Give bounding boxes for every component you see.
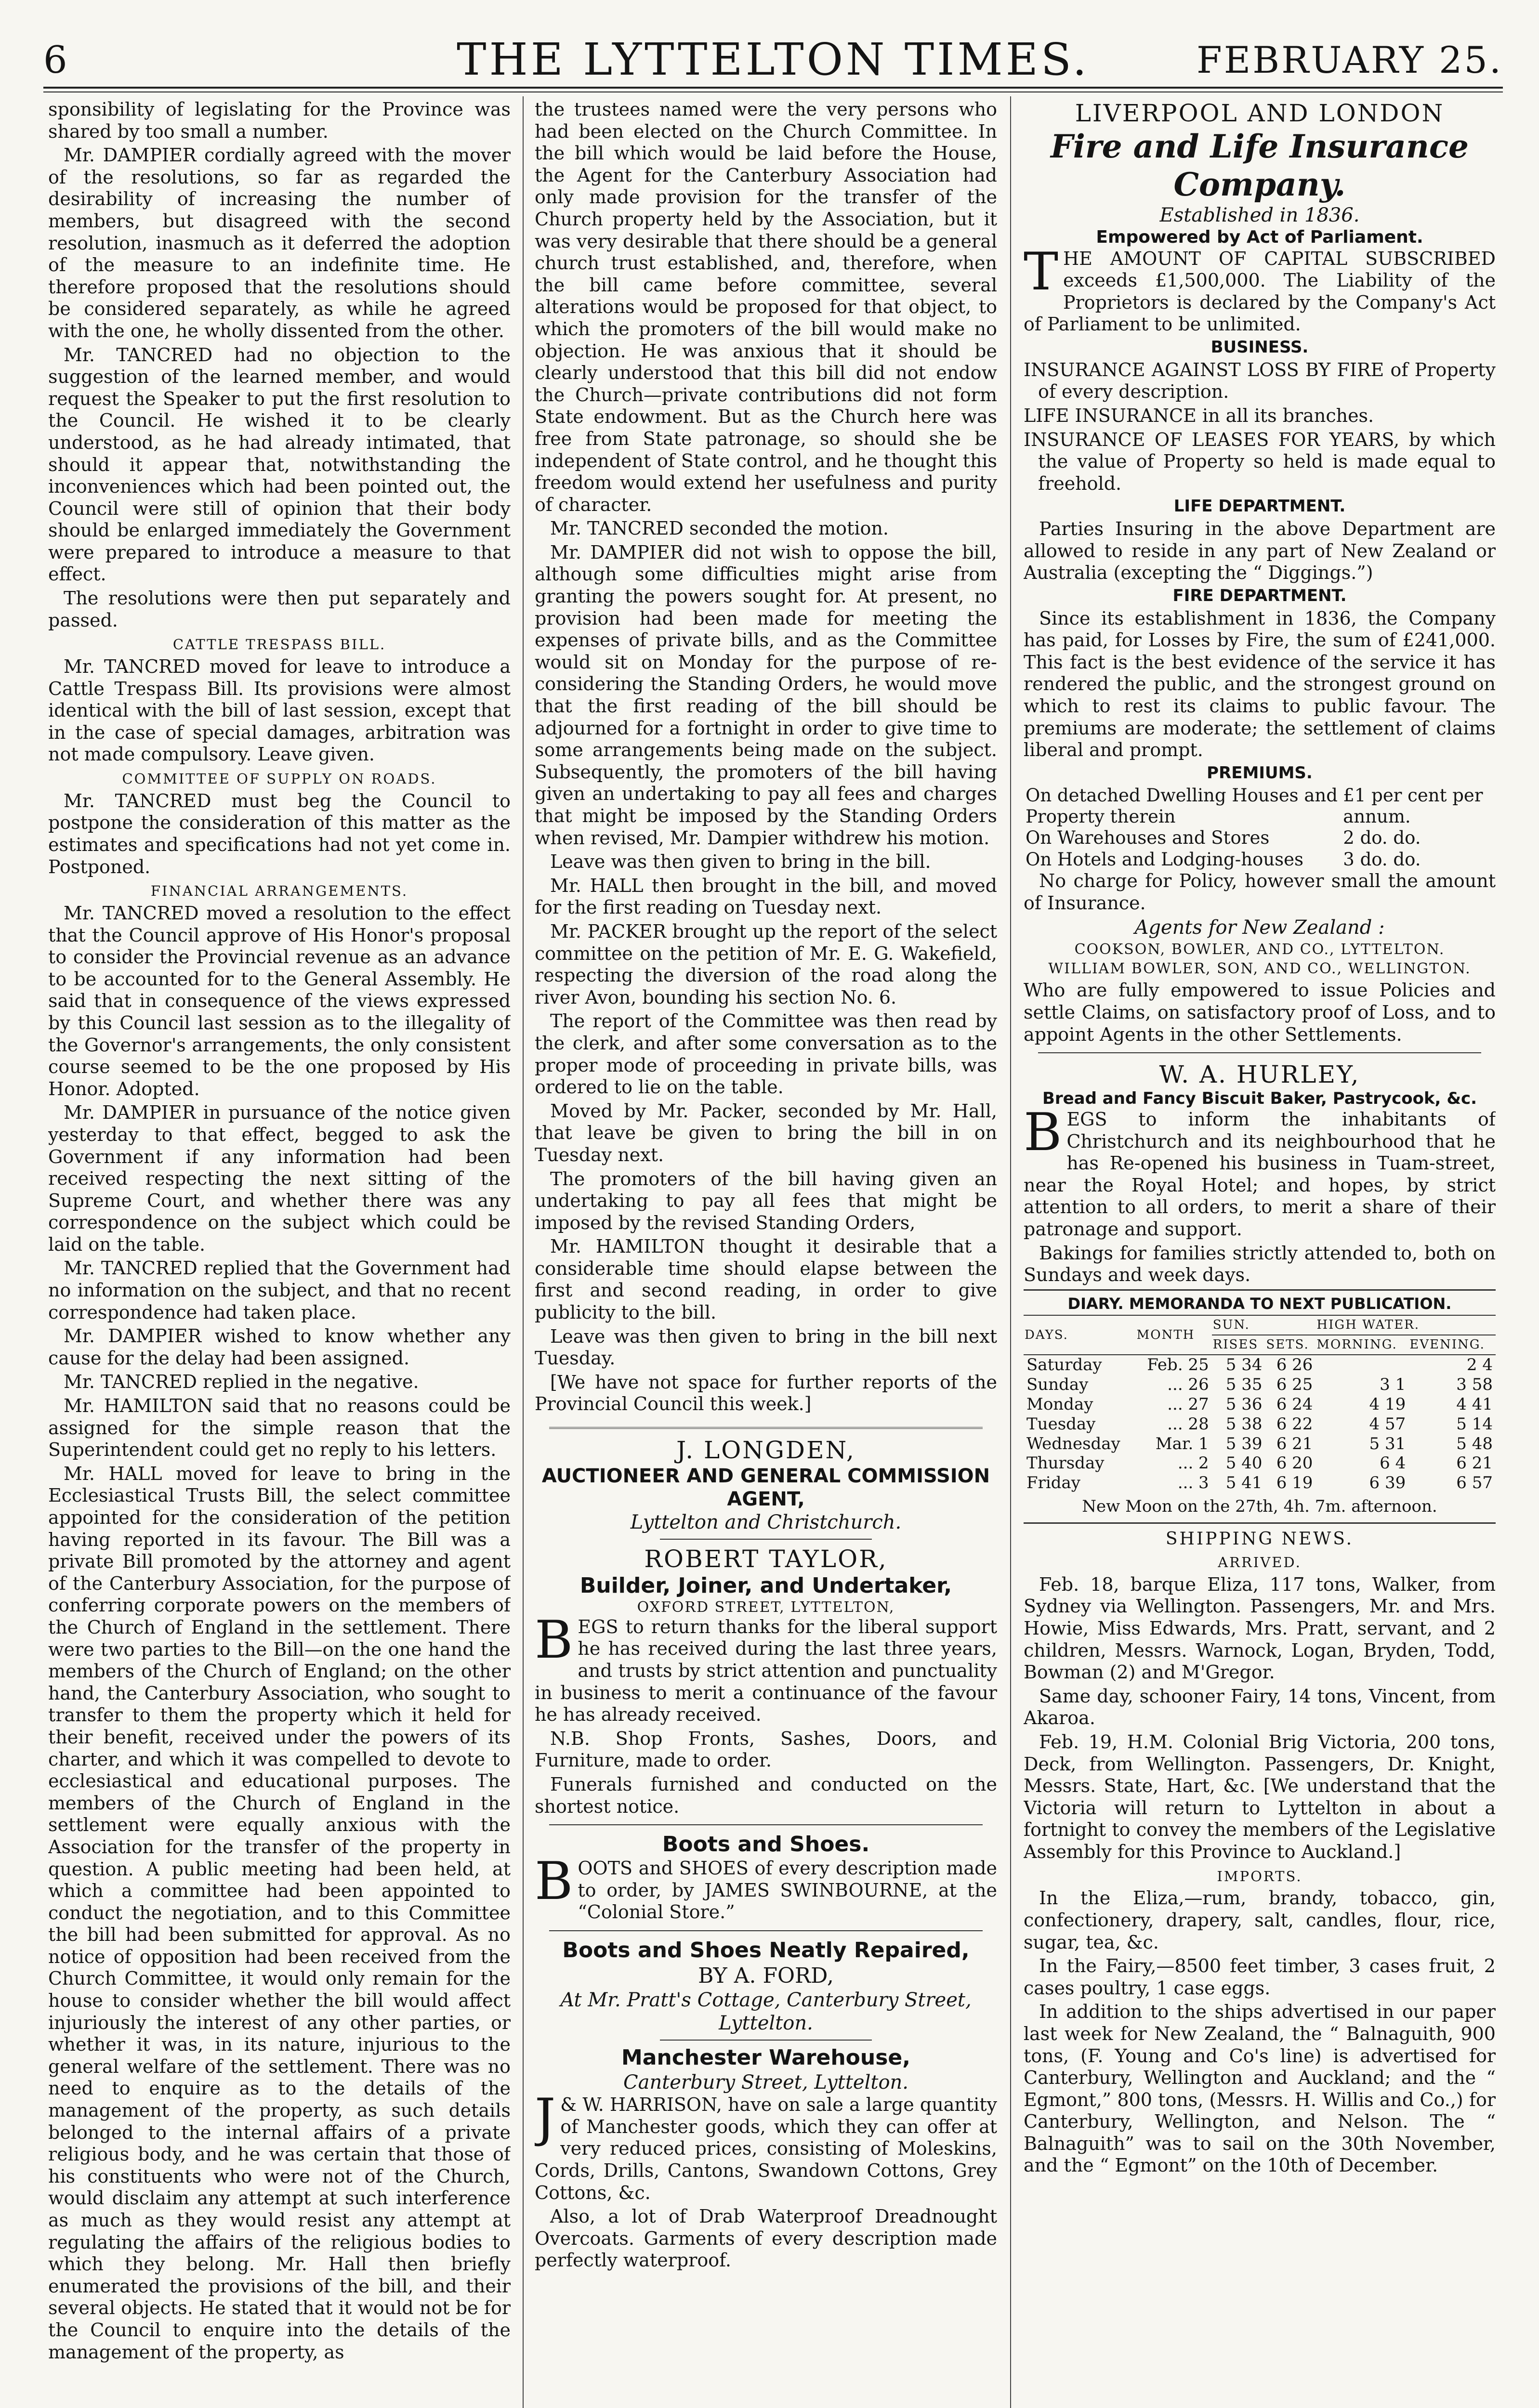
- advert-place: Lyttelton and Christchurch.: [630, 1511, 902, 1534]
- cell: ... 3: [1177, 1473, 1209, 1493]
- cell: Feb. 25: [1147, 1355, 1209, 1375]
- advert-manchester: [535, 2045, 997, 2272]
- table-row: [1024, 849, 1496, 870]
- article-paragraph: Mr. DAMPIER in pursuance of the notice given yesterday to that effect, begged to ask the Government if any information had been received respecting the next sitting of the Supreme Court, and whether there was any correspondence on the subject which could be laid on the table.: [48, 1102, 511, 1255]
- table-row: [1024, 1375, 1496, 1395]
- advert-trade: Builder, Joiner, and Undertaker,: [579, 1573, 952, 1598]
- table-row: [1024, 1414, 1496, 1434]
- advert-item: INSURANCE OF LEASES FOR YEARS, by which the value of Property so held is made equal to freehold.: [1024, 429, 1496, 494]
- advert-body: Funerals furnished and conducted on the shortest notice.: [535, 1773, 997, 1817]
- cell: Saturday: [1026, 1355, 1102, 1375]
- shipping-item: Feb. 18, barque Eliza, 117 tons, Walker, from Sydney via Wellington. Passengers, Mr. and Mrs. Howie, Miss Edwards, Mrs. Pratt, servant, and 2 children, Messrs. Warnock, Logan, Bryden, Todd, Bowman (2) and M'Gregor.: [1024, 1573, 1496, 1683]
- article-paragraph: Mr. TANCRED must beg the Council to postpone the consideration of this matter as the estimates and specifications had not yet come in. Postponed.: [48, 790, 511, 877]
- cell: 5 41: [1225, 1473, 1263, 1493]
- section-heading: ARRIVED.: [1218, 1554, 1302, 1571]
- advert-name: LIVERPOOL AND LONDON: [1075, 99, 1445, 127]
- col-rises: RISES: [1212, 1335, 1265, 1355]
- column-divider: [1010, 96, 1011, 2408]
- page-number: 6: [43, 39, 67, 82]
- advert-subhead: LIFE DEPARTMENT.: [1173, 497, 1346, 516]
- article-paragraph: Leave was then given to bring in the bill.: [550, 851, 931, 873]
- cell: 3 1: [1380, 1375, 1406, 1395]
- col-sets: SETS.: [1265, 1335, 1315, 1355]
- article-paragraph: Mr. TANCRED moved for leave to introduce a Cattle Trespass Bill. Its provisions were almost identical with the bill of last session, except that in the case of special damages, arbitration was not made compulsory. Leave given.: [48, 656, 511, 765]
- advert-item: INSURANCE AGAINST LOSS BY FIRE of Property of every description.: [1024, 359, 1496, 403]
- col-high-water: HIGH WATER.: [1315, 1315, 1496, 1335]
- article-paragraph: Mr. TANCRED seconded the motion.: [550, 518, 889, 539]
- cell: Friday: [1026, 1473, 1080, 1493]
- advert-body: EGS to inform the inhabitants of Christchurch and its neighbourhood that he has Re-opened his business in Tuam-street, near the Royal Hotel; and hopes, by strict attention to all orders, to merit a share of their patronage and support.: [1024, 1108, 1496, 1240]
- article-paragraph: Moved by Mr. Packer, seconded by Mr. Hall, that leave be given to bring the bill in on Tuesday next.: [535, 1100, 997, 1165]
- cell: ... 26: [1167, 1375, 1209, 1395]
- divider: [549, 1824, 983, 1825]
- issue-date: FEBRUARY 25.: [1197, 39, 1503, 81]
- divider: [1038, 1052, 1481, 1053]
- cell: 6 24: [1276, 1395, 1313, 1414]
- cell: Tuesday: [1026, 1414, 1096, 1434]
- col-morning: MORNING.: [1315, 1335, 1408, 1355]
- cell: 5 39: [1225, 1434, 1263, 1453]
- article-paragraph: Mr. DAMPIER did not wish to oppose the bill, although some difficulties might arise from granting the powers sought for. At present, no provision had been made for meeting the expenses of private bills, and as the Committee would sit on Monday for the purpose of re-considering the Standing Orders, he would move that the first reading of the bill should be adjourned for a fortnight in order to give time to some arrangements being made on the subject. Subsequently, the promoters of the bill having given an undertaking to pay all fees and charges that might be imposed by the Standing Orders when revised, Mr. Dampier withdrew his motion.: [535, 541, 997, 849]
- article-paragraph: Mr. HALL then brought in the bill, and moved for the first reading on Tuesday next.: [535, 875, 997, 918]
- advert-name: ROBERT TAYLOR,: [644, 1545, 888, 1573]
- section-heading: CATTLE TRESPASS BILL.: [172, 636, 386, 653]
- article-paragraph: the trustees named were the very persons who had been elected on the Church Committee. In the bill which would be laid before the House, the Agent for the Canterbury Association had only made provision for the transfer of the Church property held by the Association, but it was very desirable that there should be a general church trust established, and, therefore, when the bill came before committee, several alterations would be proposed for that object, to which the promoters of the bill would make no objection. He was anxious that it should be clearly understood that this bill did not endow the Church—private contributions did not form State endowment. But as the Church here was free from State patronage, so should she be independent of State control, and he thought this freedom would extend her usefulness and purity of character.: [535, 99, 997, 515]
- article-paragraph: Mr. TANCRED replied that the Government had no information on the subject, and that no recent correspondence had taken place.: [48, 1257, 511, 1323]
- article-paragraph: [We have not space for further reports of the Provincial Council this week.]: [535, 1371, 997, 1415]
- advert-subhead: FIRE DEPARTMENT.: [1172, 586, 1347, 605]
- masthead: THE LYTTELTON TIMES.: [457, 34, 1090, 85]
- cell: ... 27: [1167, 1395, 1209, 1414]
- drop-cap: B: [1024, 1102, 1062, 1163]
- advert-body: OOTS and SHOES of every description made to order, by JAMES SWINBOURNE, at the “Colonial Store.”: [578, 1857, 997, 1923]
- diary-box: [1024, 1289, 1496, 1524]
- col-sun: SUN.: [1212, 1315, 1316, 1335]
- col-days: DAYS.: [1024, 1315, 1136, 1355]
- cell: ... 28: [1167, 1414, 1209, 1434]
- advert-subhead: BUSINESS.: [1210, 337, 1309, 357]
- advert-title: Manchester Warehouse,: [621, 2045, 910, 2070]
- column-2: [535, 99, 997, 2406]
- agent-name: WILLIAM BOWLER, SON, AND CO., WELLINGTON.: [1048, 960, 1471, 978]
- column-1: [48, 99, 511, 2406]
- premium-item: On Hotels and Lodging-houses: [1026, 849, 1304, 870]
- advert-body: HE AMOUNT OF CAPITAL SUBSCRIBED exceeds £1,500,000. The Liability of the Proprietors is declared by the Company's Act of Parliament to be unlimited.: [1024, 248, 1496, 335]
- article-paragraph: sponsibility of legislating for the Province was shared by too small a number.: [48, 99, 511, 142]
- col-month: MONTH: [1136, 1315, 1212, 1355]
- section-title: SHIPPING NEWS.: [1165, 1529, 1354, 1549]
- table-row: [1024, 827, 1496, 849]
- advert-longden: [535, 1436, 997, 1534]
- drop-cap: B: [535, 1851, 573, 1911]
- article-paragraph: Leave was then given to bring in the bill next Tuesday.: [535, 1325, 997, 1369]
- agents-heading: Agents for New Zealand :: [1134, 916, 1385, 939]
- advert-by: BY A. FORD,: [698, 1963, 834, 1988]
- divider: [549, 1427, 983, 1429]
- advert-taylor: [535, 1544, 997, 1818]
- article-paragraph: Mr. DAMPIER cordially agreed with the mover of the resolutions, so far as regarded the desirability of increasing the number of members, but disagreed with the second resolution, inasmuch as it deferred the adoption of the measure to an indefinite time. He therefore proposed that the resolutions should be considered separately, as while he agreed with the one, he wholly dissented from the other.: [48, 144, 511, 341]
- shipping-item: In the Eliza,—rum, brandy, tobacco, gin, confectionery, drapery, salt, candles, flour, rice, sugar, tea, &c.: [1024, 1887, 1496, 1953]
- premium-rate: £1 per cent per annum.: [1343, 785, 1483, 827]
- moon-note: New Moon on the 27th, 4h. 7m. afternoon.: [1082, 1497, 1437, 1517]
- advert-title: Boots and Shoes.: [662, 1832, 870, 1857]
- advert-empowered: Empowered by Act of Parliament.: [1096, 227, 1423, 248]
- article-paragraph: Mr. HAMILTON thought it desirable that a considerable time should elapse between the first and second reading, in order to give publicity to the bill.: [535, 1236, 997, 1323]
- advert-body: Parties Insuring in the above Department are allowed to reside in any part of New Zealand or Australia (excepting the “ Diggings.”): [1024, 518, 1496, 584]
- cell: 4 57: [1369, 1414, 1406, 1434]
- page-header: [43, 29, 1503, 87]
- divider: [660, 2040, 872, 2041]
- advert-body: Bakings for families strictly attended to, both on Sundays and week days.: [1024, 1242, 1496, 1286]
- drop-cap: B: [535, 1610, 573, 1670]
- cell: 6 20: [1276, 1453, 1313, 1473]
- cell: 2 4: [1466, 1355, 1493, 1375]
- header-rule: [43, 87, 1503, 92]
- article-paragraph: Mr. DAMPIER wished to know whether any cause for the delay had been assigned.: [48, 1325, 511, 1369]
- article-paragraph: Mr. PACKER brought up the report of the select committee on the petition of Mr. E. G. Wakefield, respecting the diversion of the road along the river Avon, bounding his section No. 6.: [535, 920, 997, 1008]
- cell: 6 26: [1276, 1355, 1313, 1375]
- cell: ... 2: [1177, 1453, 1209, 1473]
- cell: 6 22: [1276, 1414, 1313, 1434]
- cell: 5 31: [1369, 1434, 1406, 1453]
- premium-item: On Warehouses and Stores: [1026, 827, 1270, 849]
- advert-boots: [535, 1832, 997, 1924]
- shipping-item: In addition to the ships advertised in our paper last week for New Zealand, the “ Balnaguith, 900 tons, (F. Young and Co's line) is advertised for Canterbury, Wellington and Auckland; and the “ Egmont,” 800 tons, (Messrs. H. Willis and Co.,) for Canterbury, Wellington, and Nelson. The “ Balnaguith” was to sail on the 30th November, and the “ Egmont” on the 10th of December.: [1024, 2001, 1496, 2176]
- column-3: [1024, 99, 1496, 2406]
- cell: 3 58: [1456, 1375, 1493, 1395]
- advert-body: Also, a lot of Drab Waterproof Dreadnought Overcoats. Garments of every description made perfectly waterproof.: [535, 2206, 997, 2271]
- agent-name: COOKSON, BOWLER, AND CO., LYTTELTON.: [1074, 941, 1445, 958]
- article-paragraph: The resolutions were then put separately and passed.: [48, 588, 511, 631]
- cell: 5 48: [1456, 1434, 1493, 1453]
- cell: 4 41: [1456, 1395, 1493, 1414]
- section-heading: FINANCIAL ARRANGEMENTS.: [150, 883, 408, 900]
- advert-body: No charge for Policy, however small the amount of Insurance.: [1024, 870, 1496, 914]
- advert-item: LIFE INSURANCE in all its branches.: [1024, 405, 1374, 426]
- advert-subhead: PREMIUMS.: [1207, 763, 1313, 783]
- cell: 6 21: [1276, 1434, 1313, 1453]
- cell: 6 39: [1369, 1473, 1406, 1493]
- cell: [1315, 1355, 1408, 1375]
- advert-name: J. LONGDEN,: [676, 1436, 855, 1465]
- article-paragraph: Mr. TANCRED replied in the negative.: [64, 1371, 419, 1393]
- section-heading: IMPORTS.: [1217, 1868, 1302, 1885]
- divider: [549, 1930, 983, 1931]
- advert-title: Boots and Shoes Neatly Repaired,: [562, 1937, 970, 1963]
- table-row: [1024, 1473, 1496, 1493]
- cell: 5 34: [1225, 1355, 1263, 1375]
- cell: 5 35: [1225, 1375, 1263, 1395]
- advert-body: Since its establishment in 1836, the Company has paid, for Losses by Fire, the sum of £241,000. This fact is the best evidence of the service it has rendered the public, and the strongest ground on which to rest its claims to public favour. The premiums are moderate; the settlement of claims liberal and prompt.: [1024, 607, 1496, 761]
- advert-body: Who are fully empowered to issue Policies and settle Claims, on satisfactory proof of Loss, and to appoint Agents in the other Settlements.: [1024, 980, 1496, 1045]
- cell: 5 36: [1225, 1395, 1263, 1414]
- advert-company: Fire and Life Insurance Company.: [1050, 128, 1469, 204]
- article-paragraph: Mr. HALL moved for leave to bring in the Ecclesiastical Trusts Bill, the select committee appointed for the consideration of the petition having reported in its favour. The Bill was a private Bill promoted by the attorney and agent of the Canterbury Association, for the purpose of conferring corporate powers on the members of the Church of England in the settlement. There were two parties to the Bill—on the one hand the members of the Church of England; on the other hand, the Canterbury Association, who sought to transfer to them the property which it held for their benefit, received under the powers of its charter, and which it was compelled to devote to ecclesiastical and educational purposes. The members of the Church of England in the settlement were equally anxious with the Association for the transfer of the property in question. A public meeting had been held, at which a committee had been appointed to conduct the negotiation, and to this Committee the bill had been submitted for approval. As no notice of opposition had been received from the Church Committee, it would only remain for the house to consider whether the bill would affect injuriously the interest of any other parties, or whether it was, in its nature, injurious to the general welfare of the settlement. There was no need to enquire as to the details of the management of the property, as such details belonged to the internal affairs of a private religious body, and he was certain that those of his constituents who were not of the Church, would disclaim any attempt at such interference as much as they would resist any attempt at regulating the affairs of the religious bodies to which they belong. Mr. Hall then briefly enumerated the provisions of the bill, and their several objects. He stated that it would not be for the Council to enquire into the details of the management of the property, as: [48, 1463, 511, 2363]
- cell: 6 4: [1380, 1453, 1406, 1473]
- cell: 6 19: [1276, 1473, 1313, 1493]
- advert-name: W. A. HURLEY,: [1159, 1060, 1360, 1089]
- advert-body: & W. HARRISON, have on sale a large quantity of Manchester goods, which they can offer at very reduced prices, consisting of Moleskins, Cords, Drills, Cantons, Swandown Cottons, Grey Cottons, &c.: [535, 2094, 997, 2203]
- shipping-item: Same day, schooner Fairy, 14 tons, Vincent, from Akaroa.: [1024, 1685, 1496, 1729]
- advert-liverpool-london: [1024, 99, 1496, 1046]
- cell: Thursday: [1026, 1453, 1105, 1473]
- advert-hurley: [1024, 1060, 1496, 1286]
- advert-body: EGS to return thanks for the liberal support he has received during the last three years, and trusts by strict attention and punctuality in business to merit a continuance of the favour he has already received.: [535, 1616, 997, 1726]
- shipping-news: [1024, 1529, 1496, 2177]
- advert-established: Established in 1836.: [1159, 204, 1360, 227]
- premium-rate: 2 do. do.: [1343, 827, 1421, 849]
- premium-item: On detached Dwelling Houses and Property therein: [1026, 785, 1338, 827]
- article-paragraph: The report of the Committee was then read by the clerk, and after some conversation as to the proper mode of proceeding in private bills, was ordered to lie on the table.: [535, 1010, 997, 1098]
- article-paragraph: The promoters of the bill having given an undertaking to pay all fees that might be imposed by the revised Standing Orders,: [535, 1168, 997, 1233]
- cell: Sunday: [1026, 1375, 1089, 1395]
- col-evening: EVENING.: [1408, 1335, 1496, 1355]
- article-paragraph: Mr. TANCRED moved a resolution to the effect that the Council approve of His Honor's proposal to consider the Provincial revenue as an advance to be accounted for to the General Assembly. He said that in consequence of the views expressed by this Council last session as to the illegality of the Governor's arrangements, the only consistent course seemed to be the one proposed by His Honor. Adopted.: [48, 902, 511, 1099]
- diary-table: [1024, 1315, 1496, 1493]
- section-heading: COMMITTEE OF SUPPLY ON ROADS.: [122, 771, 437, 787]
- cell: 6 21: [1456, 1453, 1493, 1473]
- drop-cap: T: [1024, 241, 1059, 302]
- table-row: [1024, 1395, 1496, 1414]
- cell: 5 14: [1456, 1414, 1493, 1434]
- shipping-item: Feb. 19, H.M. Colonial Brig Victoria, 200 tons, Deck, from Wellington. Passengers, Dr. Knight, Messrs. State, Hart, &c. [We understand that the Victoria will return to Lyttelton in about a fortnight to convey the members of the Legislative Assembly for this Province to Auckland.]: [1024, 1731, 1496, 1862]
- table-row: [1024, 1434, 1496, 1454]
- table-row: [1024, 1355, 1496, 1375]
- advert-trade: AUCTIONEER AND GENERAL COMMISSION AGENT,: [541, 1465, 990, 1511]
- cell: Mar. 1: [1155, 1434, 1209, 1453]
- cell: 5 40: [1225, 1453, 1263, 1473]
- advert-address: Canterbury Street, Lyttelton.: [623, 2071, 909, 2094]
- shipping-item: In the Fairy,—8500 feet timber, 3 cases fruit, 2 cases poultry, 1 case eggs.: [1024, 1955, 1496, 1999]
- article-paragraph: Mr. TANCRED had no objection to the suggestion of the learned member, and would request the Speaker to put the first resolution to the Council. He wished it to be clearly understood, as he had already intimated, that should it appear that, notwithstanding the inconveniences which had been pointed out, the Council were still of opinion that their body should be enlarged immediately the Government were prepared to introduce a measure to that effect.: [48, 344, 511, 585]
- cell: 6 25: [1276, 1375, 1313, 1395]
- drop-cap: J: [535, 2088, 556, 2148]
- table-row: [1024, 785, 1496, 828]
- cell: Monday: [1026, 1395, 1093, 1414]
- advert-address: OXFORD STREET, LYTTELTON,: [637, 1598, 895, 1616]
- premiums-table: [1024, 785, 1496, 871]
- advert-address: At Mr. Pratt's Cottage, Canterbury Street, Lyttelton.: [560, 1989, 972, 2035]
- table-row: [1024, 1453, 1496, 1473]
- cell: 5 38: [1225, 1414, 1263, 1434]
- divider: [660, 1539, 872, 1540]
- table-header: [1024, 1315, 1496, 1335]
- premium-rate: 3 do. do.: [1343, 849, 1421, 870]
- advert-ford: [535, 1938, 997, 2035]
- cell: 6 57: [1456, 1473, 1493, 1493]
- article-paragraph: Mr. HAMILTON said that no reasons could be assigned for the simple reason that the Superintendent could get no reply to his letters.: [48, 1395, 511, 1461]
- advert-trade: Bread and Fancy Biscuit Baker, Pastrycook, &c.: [1042, 1089, 1477, 1109]
- diary-title: DIARY. MEMORANDA TO NEXT PUBLICATION.: [1067, 1294, 1452, 1313]
- cell: 4 19: [1369, 1395, 1406, 1414]
- advert-body: N.B. Shop Fronts, Sashes, Doors, and Furniture, made to order.: [535, 1727, 997, 1771]
- column-divider: [523, 96, 524, 2408]
- cell: Wednesday: [1026, 1434, 1120, 1453]
